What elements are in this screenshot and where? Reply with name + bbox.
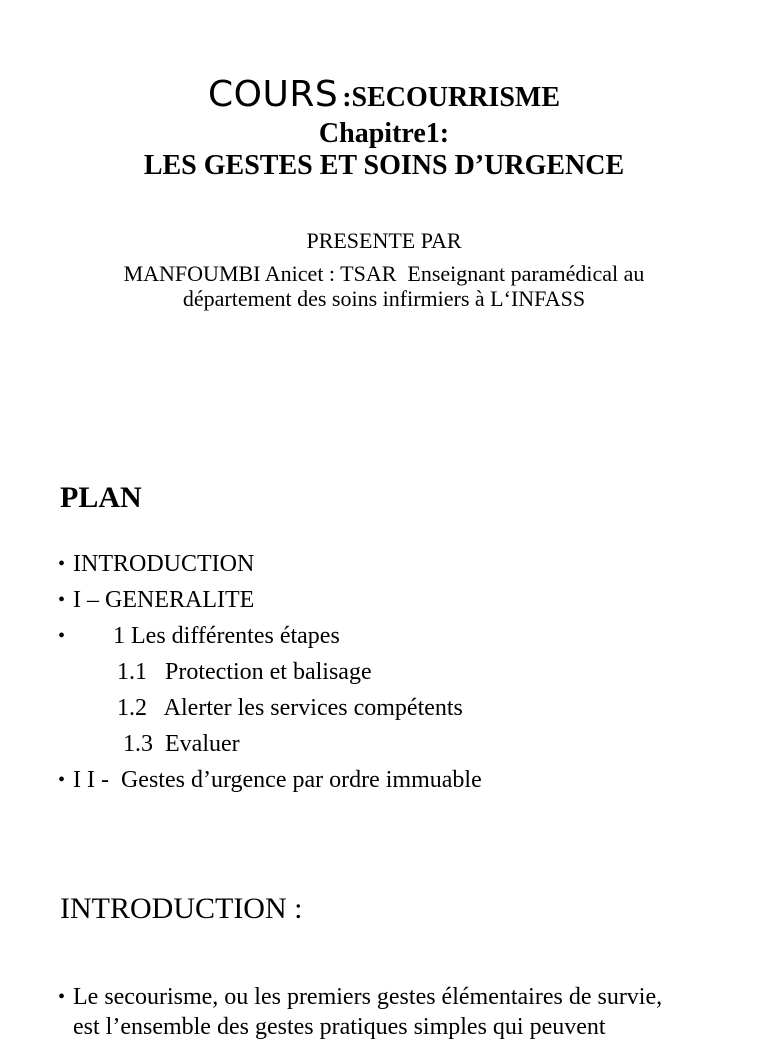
- plan-item-introduction: [58, 546, 482, 582]
- plan-item-label: 1.1 Protection et balisage: [117, 659, 372, 685]
- plan-item-label: 1.2 Alerter les services compétents: [117, 695, 463, 721]
- course-label: COURS: [208, 74, 339, 115]
- title-block: [0, 72, 768, 182]
- chapter-label: Chapitre1:: [318, 118, 450, 149]
- bullet-icon: •: [58, 625, 66, 647]
- plan-item-gestes: [58, 762, 482, 798]
- presenter-line-1: MANFOUMBI Anicet : TSAR Enseignant paramédical au: [123, 261, 645, 286]
- bullet-icon: •: [58, 553, 66, 575]
- introduction-title: INTRODUCTION :: [60, 892, 303, 925]
- plan-item-label: 1.3 Evaluer: [123, 731, 240, 757]
- introduction-line-2: est l’ensemble des gestes pratiques simples qui peuvent: [73, 1014, 606, 1040]
- plan-item-protection: [58, 654, 482, 690]
- plan-item-label: I – GENERALITE: [73, 587, 255, 613]
- introduction-body: [58, 982, 748, 1042]
- chapter-heading: LES GESTES ET SOINS D’URGENCE: [143, 150, 625, 181]
- introduction-text: Le secourisme, ou les premiers gestes élémentaires de survie,: [73, 984, 663, 1010]
- presenter-label: PRESENTE PAR: [306, 228, 462, 253]
- course-title-line: [0, 72, 768, 118]
- plan-item-alerter: [58, 690, 482, 726]
- bullet-icon: •: [58, 589, 66, 611]
- course-subject: :SECOURRISME: [342, 82, 560, 113]
- plan-list: [58, 546, 482, 798]
- plan-item-etapes: [58, 618, 482, 654]
- plan-title: PLAN: [60, 481, 142, 514]
- plan-item-label: I I - Gestes d’urgence par ordre immuable: [73, 767, 482, 793]
- plan-item-label: 1 Les différentes étapes: [113, 623, 340, 649]
- plan-item-evaluer: [58, 726, 482, 762]
- plan-item-label: INTRODUCTION: [73, 551, 255, 577]
- bullet-icon: •: [58, 769, 66, 791]
- introduction-line-1: [58, 982, 748, 1012]
- presenter-line-2: département des soins infirmiers à L‘INFASS: [182, 286, 586, 311]
- plan-item-generalite: [58, 582, 482, 618]
- bullet-icon: •: [58, 986, 66, 1008]
- presenter-block: [0, 228, 768, 311]
